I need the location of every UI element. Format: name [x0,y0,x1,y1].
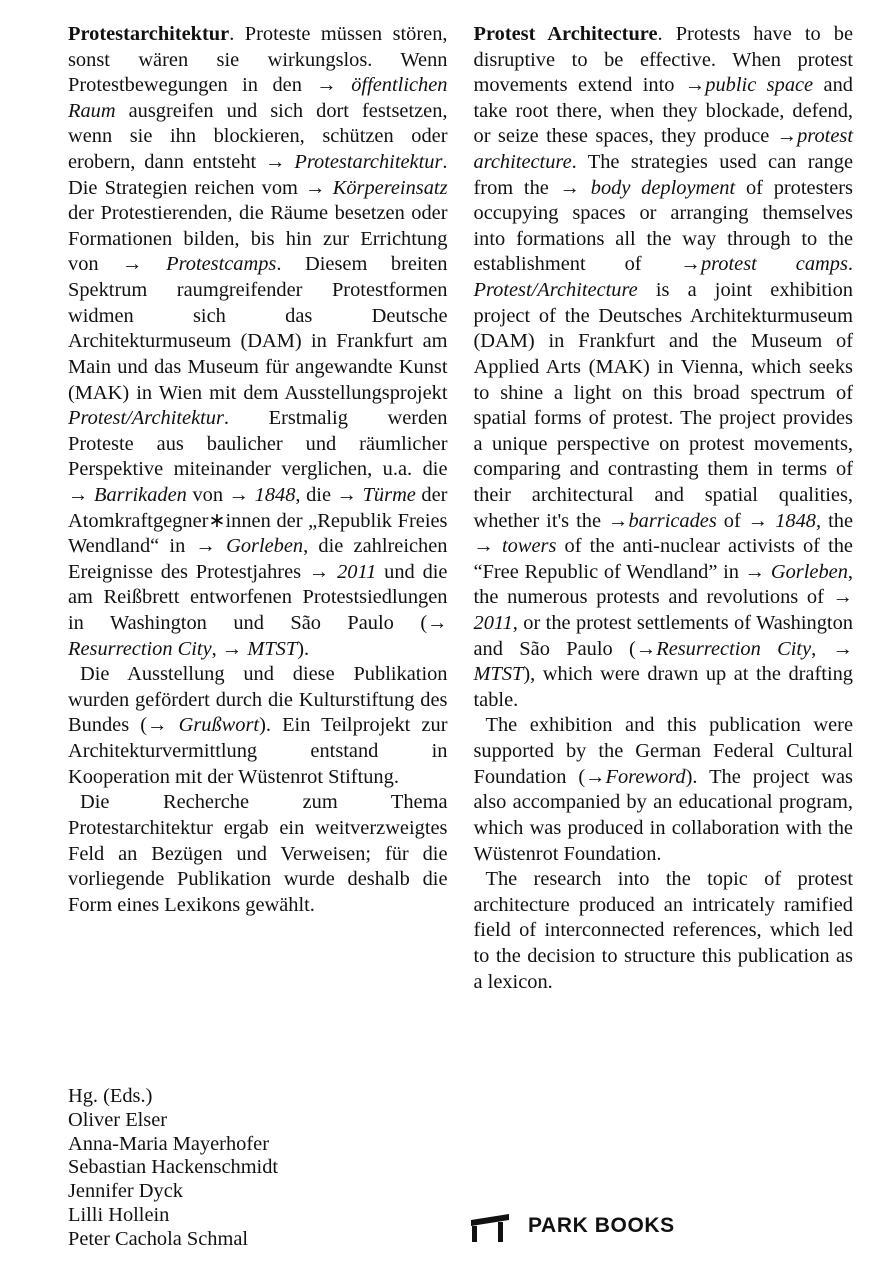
body-text: . Protests have to be disruptive to be effective. When protest movements extend into [473,23,853,97]
paragraph [474,713,854,867]
body-text: . Proteste müssen stören, sonst wären sie wirkungslos. Wenn Protestbewegungen in den [68,23,448,97]
editor-name: Oliver Elser [68,1108,168,1131]
cross-reference-term: Protest/Architecture [473,279,638,302]
cross-reference-term: Protestcamps [166,253,277,276]
arrow-icon: → [747,509,776,532]
cross-reference-term: 1848 [254,483,296,506]
cross-reference-term: Foreword [605,765,686,788]
cross-reference-term: Protestarchitektur [294,151,443,174]
arrow-icon: → [122,253,167,276]
arrow-icon: → [635,637,657,660]
cross-reference-term: protest camps [700,253,848,276]
cross-reference-term: Türme [362,483,416,506]
paragraph [68,22,448,662]
editor-name: Jennifer Dyck [68,1180,183,1203]
body-text: of [716,509,748,532]
editor-name: Anna-Maria Mayerhofer [68,1132,269,1155]
cross-reference-term: MTST [247,637,298,660]
paragraph [474,867,854,995]
lead-term: Protestarchitektur [68,23,230,45]
body-text: The exhibition and this publication were supported by the German Federal Cultural Foundation ( [473,714,853,788]
body-text: , the numerous protests and revolutions of [473,560,853,609]
editors-label: Hg. (Eds.) [68,1085,153,1107]
lead-term: Protest Architecture [473,23,658,45]
arrow-icon: → [684,74,706,97]
paragraph [68,662,448,790]
body-text: der Protestierenden, die Räume besetzen oder Formationen bilden, bis hin zur Errichtung von [68,202,448,276]
cross-reference-term: MTST [473,663,524,686]
body-text: , [811,637,833,660]
body-text: Die Ausstellung und diese Publikation wurden gefördert durch die Kulturstiftung des Bundes ( [68,663,448,737]
arrow-icon: → [147,714,179,737]
park-books-bench-logo-icon [468,1208,512,1244]
paragraph [68,790,448,918]
arrow-icon: → [585,765,606,788]
arrow-icon: → [680,253,701,276]
body-text: Die Recherche zum Thema Protestarchitektur ergab ein weitverzweigtes Feld an Bezügen und Verweisen; für die vorliegende Publikation wurde deshalb die Form eines Lexikons gewählt. [68,791,448,916]
text-columns [68,22,853,995]
cross-reference-term: towers [502,535,557,558]
body-text: , or the protest settlements of Washington and São Paulo ( [473,612,853,660]
cross-reference-term: Gorleben [770,560,848,583]
cross-reference-term: 2011 [473,612,513,635]
arrow-icon: → [68,483,94,506]
arrow-icon: → [305,176,333,199]
body-text: . Erstmalig werden Proteste aus baulicher und räumlicher Perspektive miteinander verglichen, u.a. die [68,407,448,481]
arrow-icon: → [832,586,853,609]
body-text: und die am Reißbrett entworfenen Protestsiedlungen in Washington und São Paulo ( [68,560,448,635]
editors-block [68,1085,278,1251]
body-text: ), which were drawn up at the drafting table. [473,663,853,711]
arrow-icon: → [228,483,255,506]
body-text: , die zahlreichen Ereignisse des Protestjahres [68,535,448,583]
cross-reference-term: barricades [628,509,717,532]
cross-reference-term: Resurrection City [656,637,812,660]
cross-reference-term: public space [705,74,814,97]
arrow-icon: → [473,535,502,558]
cross-reference-term: Protest/Architektur [68,407,224,430]
arrow-icon: → [832,637,854,660]
column-german [68,22,448,918]
cross-reference-term: Resurrection City [68,637,212,660]
column-english [474,22,854,995]
cross-reference-term: Barrikaden [93,483,187,506]
body-text: , the [815,509,853,532]
body-text: ). The project was also accompanied by an educational program, which was produced in collaboration with the Wüstenrot Foundation. [473,765,853,865]
arrow-icon: → [559,176,591,199]
arrow-icon: → [427,612,448,635]
publisher-name: PARK BOOKS [528,1214,675,1237]
arrow-icon: → [265,151,295,174]
body-text: and take root there, when they blockade, defend, or seize these spaces, they produce [473,74,854,148]
editor-name: Lilli Hollein [68,1203,170,1226]
body-text: . The strategies used can range from the [473,151,853,199]
cross-reference-term: öffentlichen Raum [68,74,448,122]
cross-reference-term: Grußwort [178,714,260,737]
paragraph [474,22,854,713]
arrow-icon: → [776,125,798,148]
arrow-icon: → [308,560,338,583]
cross-reference-term: Körpereinsatz [332,176,448,199]
publisher-block [468,1208,675,1244]
arrow-icon: → [336,483,363,506]
body-text: ). Ein Teilprojekt zur Architekturvermittlung entstand in Kooperation mit der Wüstenrot Stiftung. [68,714,448,788]
body-text: . Die Strategien reichen vom [68,151,448,199]
arrow-icon: → [221,637,248,660]
editor-name: Peter Cachola Schmal [68,1227,249,1250]
body-text: ausgreifen und sich dort festsetzen, wenn sie ihn blockieren, schützen oder erobern, dann entsteht [68,99,448,174]
arrow-icon: → [608,509,629,532]
body-text: of the anti-nuclear activists of the “Free Republic of Wendland” in [473,535,853,583]
arrow-icon: → [744,560,771,583]
cross-reference-term: protest architecture [473,125,853,174]
cross-reference-term: body deployment [590,176,736,199]
body-text: of protesters occupying spaces or arranging themselves into formations all the way through to the establishment of [473,176,853,276]
body-text: , [211,637,222,660]
body-text: is a joint exhibition project of the Deutsches Architekturmuseum (DAM) in Frankfurt and the Museum of Applied Arts (MAK) in Vienna, which seeks to shine a light on this broad spectrum of spatial forms of protest. The project provides a unique perspective on protest movements, comparing and contrasting them in terms of their architectural and spatial qualities, whether it's the [473,279,853,532]
cross-reference-term: 1848 [775,509,816,532]
cross-reference-term: 2011 [337,560,377,583]
body-text: ). [297,637,310,660]
arrow-icon: → [316,74,352,97]
cross-reference-term: Gorleben [226,535,304,558]
editor-name: Sebastian Hackenschmidt [68,1156,279,1179]
body-text: . [847,253,853,276]
body-text: von [186,483,229,506]
body-text: , die [295,483,337,506]
arrow-icon: → [195,535,227,558]
body-text: The research into the topic of protest architecture produced an intricately ramified field of interconnected references, which led to the decision to structure this publication as a lexicon. [473,868,853,993]
body-text: der Atomkraftgegner∗innen der „Republik Freies Wendland“ in [68,483,448,558]
body-text: . Diesem breiten Spektrum raumgreifender Protestformen widmen sich das Deutsche Architekturmuseum (DAM) in Frankfurt am Main und das Museum für angewandte Kunst (MAK) in Wien mit dem Ausstellungsprojekt [68,253,448,404]
